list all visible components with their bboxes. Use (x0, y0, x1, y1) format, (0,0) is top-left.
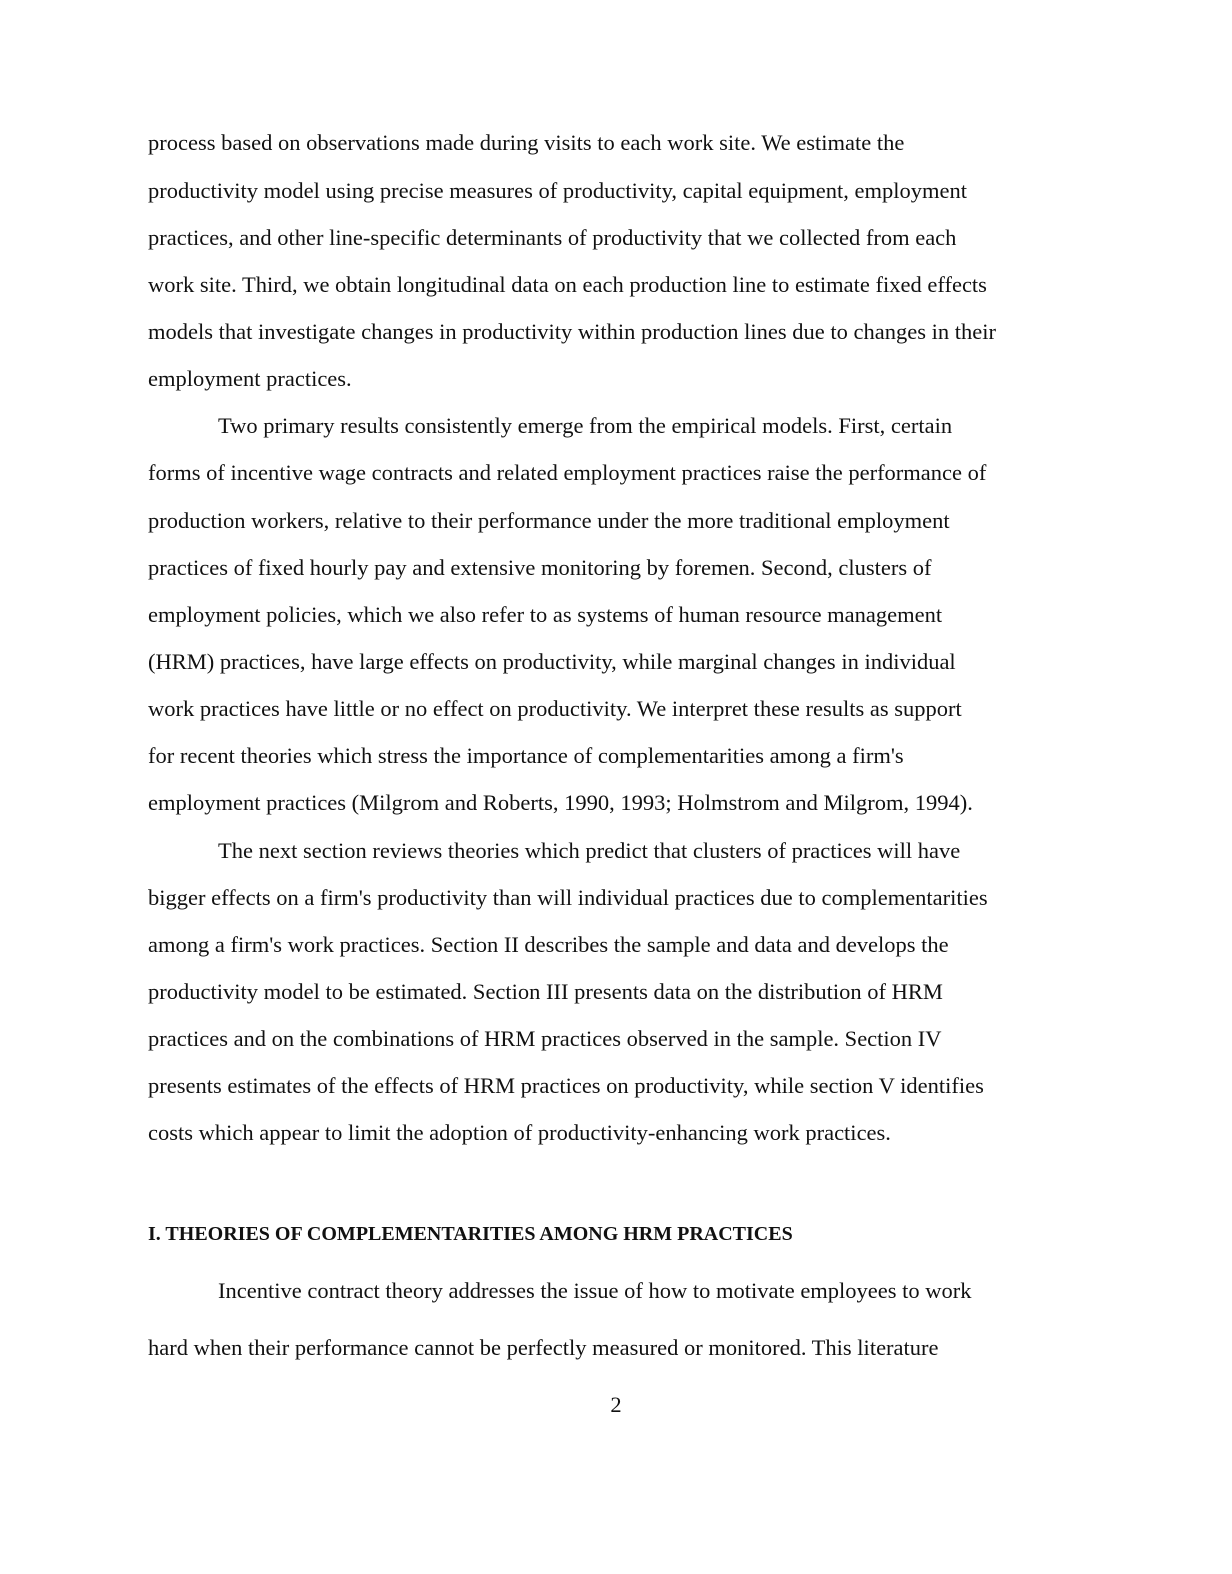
text-line: (HRM) practices, have large effects on productivity, while marginal changes in individual (148, 649, 956, 674)
text-line: forms of incentive wage contracts and related employment practices raise the performance of (148, 460, 987, 485)
text-line: productivity model to be estimated. Section III presents data on the distribution of HRM (148, 979, 943, 1004)
text-line: practices, and other line-specific determinants of productivity that we collected from each (148, 225, 957, 250)
text-line: employment practices (Milgrom and Roberts, 1990, 1993; Holmstrom and Milgrom, 1994). (148, 790, 973, 815)
section-heading: I. THEORIES OF COMPLEMENTARITIES AMONG HRM PRACTICES (148, 1223, 793, 1245)
text-line: productivity model using precise measures of productivity, capital equipment, employment (148, 178, 967, 203)
text-line: practices of fixed hourly pay and extensive monitoring by foremen. Second, clusters of (148, 555, 932, 580)
text-line: The next section reviews theories which predict that clusters of practices will have (218, 838, 961, 863)
text-line: models that investigate changes in productivity within production lines due to changes in their (148, 319, 996, 344)
text-line: employment practices. (148, 366, 352, 391)
text-line: bigger effects on a firm's productivity than will individual practices due to complementarities (148, 885, 988, 910)
text-line: production workers, relative to their performance under the more traditional employment (148, 508, 950, 533)
text-line: hard when their performance cannot be perfectly measured or monitored. This literature (148, 1335, 939, 1360)
text-line: Incentive contract theory addresses the issue of how to motivate employees to work (218, 1278, 972, 1303)
text-line: costs which appear to limit the adoption of productivity-enhancing work practices. (148, 1120, 891, 1145)
text-line: work practices have little or no effect on productivity. We interpret these results as support (148, 696, 962, 721)
text-line: employment policies, which we also refer to as systems of human resource management (148, 602, 943, 627)
text-line: process based on observations made during visits to each work site. We estimate the (148, 130, 905, 155)
text-line: for recent theories which stress the importance of complementarities among a firm's (148, 743, 904, 768)
text-line: Two primary results consistently emerge from the empirical models. First, certain (218, 413, 953, 438)
text-line: among a firm's work practices. Section II describes the sample and data and develops the (148, 932, 949, 957)
text-line: presents estimates of the effects of HRM practices on productivity, while section V identifies (148, 1073, 984, 1098)
text-line: work site. Third, we obtain longitudinal data on each production line to estimate fixed effects (148, 272, 987, 297)
text-line: practices and on the combinations of HRM practices observed in the sample. Section IV (148, 1026, 942, 1051)
page-number: 2 (610, 1392, 622, 1417)
